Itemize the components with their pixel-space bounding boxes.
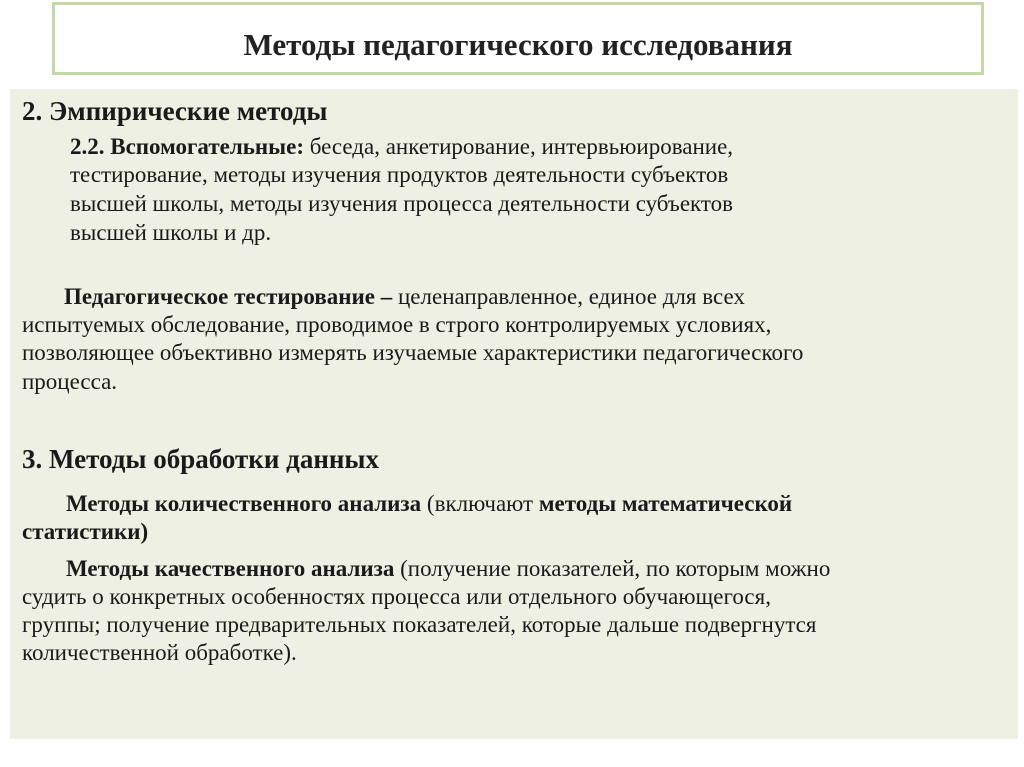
slide-title: Методы педагогического исследования — [243, 27, 793, 62]
auxiliary-methods-line-4: высшей школы и др. — [70, 220, 272, 245]
testing-definition-line-1 — [64, 283, 745, 311]
qualitative-analysis-line-3: группы; получение предварительных показателей, которые дальше подвергнутся — [22, 612, 817, 637]
quantitative-analysis-line-1 — [66, 490, 792, 518]
auxiliary-methods-text-1: беседа, анкетирование, интервьюирование, — [303, 134, 734, 159]
quantitative-analysis-text: (включают — [421, 491, 539, 516]
quantitative-analysis-line-2 — [22, 518, 148, 546]
qualitative-analysis-text-1: (получение показателей, по которым можно — [394, 556, 831, 581]
qualitative-analysis-line-4: количественной обработке). — [22, 640, 297, 665]
content-panel — [10, 89, 1018, 739]
math-statistics-term: методы математической — [538, 491, 793, 516]
quantitative-analysis-term: Методы количественного анализа — [66, 491, 422, 516]
auxiliary-methods-line-2: тестирование, методы изучения продуктов деятельности субъектов — [70, 162, 729, 187]
qualitative-analysis-line-2: судить о конкретных особенностях процесса или отдельного обучающегося, — [22, 584, 771, 609]
auxiliary-methods-label: 2.2. Вспомогательные: — [70, 134, 304, 159]
statistics-term: статистики) — [22, 519, 149, 544]
testing-definition-line-2: испытуемых обследование, проводимое в строго контролируемых условиях, — [22, 312, 772, 337]
section-2-heading: 2. Эмпирические методы — [22, 96, 328, 126]
qualitative-analysis-term: Методы качественного анализа — [66, 556, 395, 581]
auxiliary-methods-line-3: высшей школы, методы изучения процесса деятельности субъектов — [70, 191, 734, 216]
testing-definition-line-3: позволяющее объективно измерять изучаемые характеристики педагогического — [22, 340, 804, 365]
qualitative-analysis-line-1 — [66, 555, 830, 583]
testing-text-1: целенаправленное, единое для всех — [392, 284, 745, 309]
section-3-heading: 3. Методы обработки данных — [22, 444, 380, 474]
testing-definition-line-4: процесса. — [22, 369, 118, 394]
auxiliary-methods-line-1 — [70, 133, 733, 161]
title-box — [52, 2, 984, 75]
testing-term: Педагогическое тестирование – — [64, 284, 393, 309]
